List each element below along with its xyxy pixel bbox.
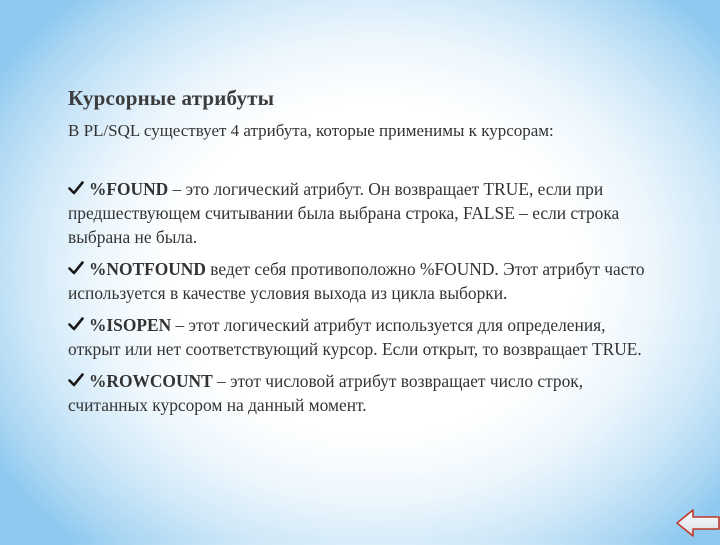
slide-intro: В PL/SQL существует 4 атрибута, которые применимы к курсорам: — [68, 121, 554, 140]
list-item — [68, 257, 658, 305]
attribute-term: %FOUND — [89, 179, 169, 199]
back-button[interactable] — [674, 506, 720, 540]
checkmark-icon — [68, 372, 84, 388]
attribute-term: %ISOPEN — [89, 315, 172, 335]
list-item — [68, 177, 658, 249]
checkmark-icon — [68, 260, 84, 276]
attribute-description: – этот числовой атрибут возвращает число строк, считанных курсором на данный момент. — [68, 371, 584, 415]
attribute-description: – это логический атрибут. Он возвращает TRUE, если при предшествующем считывании была выбрана строка, FALSE – если строка выбрана не была. — [68, 179, 620, 247]
list-item — [68, 369, 658, 417]
attribute-description: – этот логический атрибут используется для определения, открыт или нет соответствующий курсор. Если открыт, то возвращает TRUE. — [68, 315, 642, 359]
list-item — [68, 313, 658, 361]
attribute-term: %ROWCOUNT — [89, 371, 213, 391]
checkmark-icon — [68, 316, 84, 332]
attribute-term: %NOTFOUND — [89, 259, 206, 279]
checkmark-icon — [68, 180, 84, 196]
attribute-list — [68, 177, 658, 425]
attribute-description: ведет себя противоположно %FOUND. Этот атрибут часто используется в качестве условия выхода из цикла выборки. — [68, 259, 645, 303]
slide-title: Курсорные атрибуты — [68, 86, 275, 110]
back-arrow-icon — [674, 506, 720, 540]
